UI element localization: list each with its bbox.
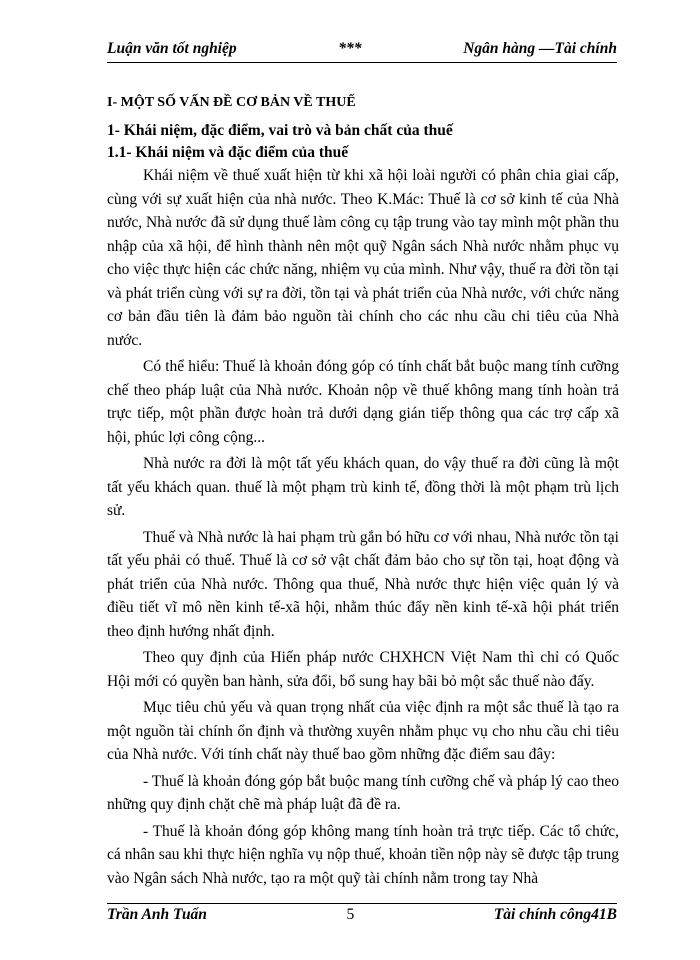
paragraph-6: Mục tiêu chủ yếu và quan trọng nhất của việc định ra một sắc thuế là tạo ra một nguồn tài chính ổn định và thường xuyên nhằm phục vụ cho nhu cầu chi tiêu của Nhà nước. Với tính chất này thuế bao gồm những đặc điểm sau đây: xyxy=(107,699,619,763)
bullet-1: - Thuế là khoản đóng góp bắt buộc mang tính cưỡng chế và pháp lý cao theo những quy định chặt chẽ mà pháp luật đã đề ra. xyxy=(107,772,619,813)
header-right: Ngân hàng —Tài chính xyxy=(463,40,617,57)
page-footer xyxy=(107,903,617,928)
footer-author: Trần Anh Tuấn xyxy=(107,906,207,923)
paragraph-3: Nhà nước ra đời là một tất yếu khách quan, do vậy thuế ra đời cũng là một tất yếu khách quan. thuế là một phạm trù kinh tế, đồng thời là một phạm trù lịch sử. xyxy=(107,455,619,519)
header-left: Luận văn tốt nghiệp xyxy=(107,40,237,57)
paragraph-2: Có thể hiểu: Thuế là khoản đóng góp có tính chất bắt buộc mang tính cưỡng chế theo pháp luật của Nhà nước. Khoản nộp về thuế không mang tính hoàn trả trực tiếp, một phần được hoàn trả dưới dạng gián tiếp thông qua các trợ cấp xã hội, phúc lợi công cộng... xyxy=(107,358,619,446)
page-number: 5 xyxy=(346,906,355,923)
paragraph-5: Theo quy định của Hiến pháp nước CHXHCN Việt Nam thì chỉ có Quốc Hội mới có quyền ban hành, sửa đổi, bổ sung hay bãi bỏ một sắc thuế nào đấy. xyxy=(107,649,619,690)
header-center: *** xyxy=(338,40,362,57)
page-content xyxy=(107,92,619,893)
footer-right: Tài chính công41B xyxy=(493,906,617,923)
page-header xyxy=(107,40,617,63)
paragraph-1: Khái niệm về thuế xuất hiện từ khi xã hội loài người có phân chia giai cấp, cùng với sự xuất hiện của nhà nước. Theo K.Mác: Thuế là cơ sở kinh tế của Nhà nước, Nhà nước đã sử dụng thuế làm công cụ tập trung vào tay mình một phần thu nhập của xã hội, để hình thành nên một quỹ Ngân sách Nhà nước nhằm phục vụ cho việc thực hiện các chức năng, nhiệm vụ của mình. Như vậy, thuế ra đời tồn tại và phát triển cùng với sự ra đời, tồn tại và phát triển của Nhà nước, với chức năng cơ bản đầu tiên là đảm bảo nguồn tài chính cho các nhu cầu chi tiêu của Nhà nước. xyxy=(107,167,619,349)
section-heading: I- MỘT SỐ VẤN ĐỀ CƠ BẢN VỀ THUẾ xyxy=(107,95,356,110)
subsection-heading: 1- Khái niệm, đặc điểm, vai trò và bản chất của thuế xyxy=(107,122,453,139)
subsubsection-heading: 1.1- Khái niệm và đặc điểm của thuế xyxy=(107,144,349,161)
bullet-2: - Thuế là khoản đóng góp không mang tính hoàn trả trực tiếp. Các tổ chức, cá nhân sau khi thực hiện nghĩa vụ nộp thuế, khoản tiền nộp này sẽ được tập trung vào Ngân sách Nhà nước, tạo ra một quỹ tài chính nằm trong tay Nhà xyxy=(107,822,619,887)
paragraph-4: Thuế và Nhà nước là hai phạm trù gắn bó hữu cơ với nhau, Nhà nước tồn tại tất yếu phải có thuế. Thuế là cơ sở vật chất đảm bảo cho sự tồn tại, hoạt động và phát triển của Nhà nước. Thông qua thuế, Nhà nước thực hiện việc quản lý và điều tiết vĩ mô nền kinh tế-xã hội, nhằm thúc đẩy nền kinh tế-xã hội phát triển theo định hướng nhất định. xyxy=(107,528,619,640)
